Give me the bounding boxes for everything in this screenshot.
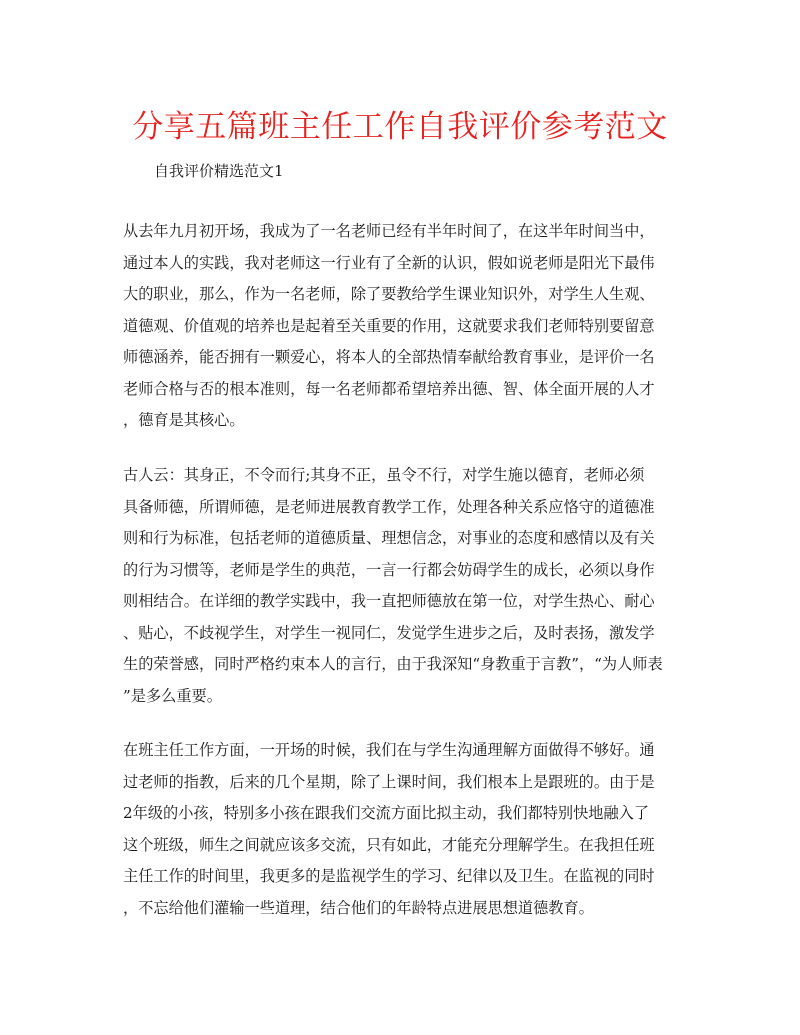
paragraph-line: 道德观、价值观的培养也是起着至关重要的作用，这就要求我们老师特别要留意	[123, 316, 655, 335]
paragraph-line: 、贴心，不歧视学生，对学生一视同仁，发觉学生进步之后，及时表扬，激发学	[123, 623, 655, 642]
paragraph-line: ”是多么重要。	[123, 686, 222, 705]
paragraph-line: 从去年九月初开场，我成为了一名老师已经有半年时间了，在这半年时间当中，	[123, 222, 655, 240]
paragraph-line: 在班主任工作方面，一开场的时候，我们在与学生沟通理解方面做得不够好。通	[123, 741, 655, 759]
paragraph-line: ，德育是其核心。	[123, 411, 245, 429]
paragraph-line: 则和行为标准，包括老师的道德质量、理想信念，对事业的态度和感情以及有关	[123, 529, 655, 547]
paragraph-1	[123, 216, 683, 437]
paragraph-line: 老师合格与否的根本准则，每一名老师都希望培养出德、智、体全面开展的人才	[123, 379, 655, 398]
paragraph-line: 古人云：其身正，不令而行;其身不正，虽令不行，对学生施以德育，老师必须	[123, 466, 645, 484]
paragraph-line: 这个班级，师生之间就应该多交流，只有如此，才能充分理解学生。在我担任班	[123, 835, 655, 854]
paragraph-line: ，不忘给他们灌输一些道理，结合他们的年龄特点进展思想道德教育。	[123, 898, 594, 917]
paragraph-line: 通过本人的实践，我对老师这一行业有了全新的认识，假如说老师是阳光下最伟	[123, 253, 655, 272]
document-subtitle: 自我评价精选范文1	[154, 162, 284, 180]
paragraph-line: 的行为习惯等，老师是学生的典范，一言一行都会妨碍学生的成长，必须以身作	[123, 560, 655, 579]
paragraph-3	[123, 735, 683, 924]
paragraph-line: 2年级的小孩，特别多小孩在跟我们交流方面比拟主动，我们都特别快地融入了	[123, 804, 650, 822]
paragraph-line: 则相结合。在详细的教学实践中，我一直把师德放在第一位，对学生热心、耐心	[123, 592, 655, 610]
paragraph-line: 生的荣誉感，同时严格约束本人的言行，由于我深知“身教重于言教”，“为人师表	[123, 655, 663, 673]
paragraph-2	[123, 460, 683, 712]
paragraph-line: 师德涵养，能否拥有一颗爱心，将本人的全部热情奉献给教育事业，是评价一名	[123, 348, 655, 366]
paragraph-line: 过老师的指教，后来的几个星期，除了上课时间，我们根本上是跟班的。由于是	[123, 772, 655, 791]
paragraph-line: 主任工作的时间里，我更多的是监视学生的学习、纪律以及卫生。在监视的同时	[123, 867, 655, 885]
paragraph-line: 具备师德，所谓师德，是老师进展教育教学工作，处理各种关系应恪守的道德准	[123, 497, 655, 516]
paragraph-line: 大的职业，那么，作为一名老师，除了要教给学生课业知识外，对学生人生观、	[123, 285, 655, 303]
document-title: 分享五篇班主任工作自我评价参考范文	[132, 109, 668, 145]
